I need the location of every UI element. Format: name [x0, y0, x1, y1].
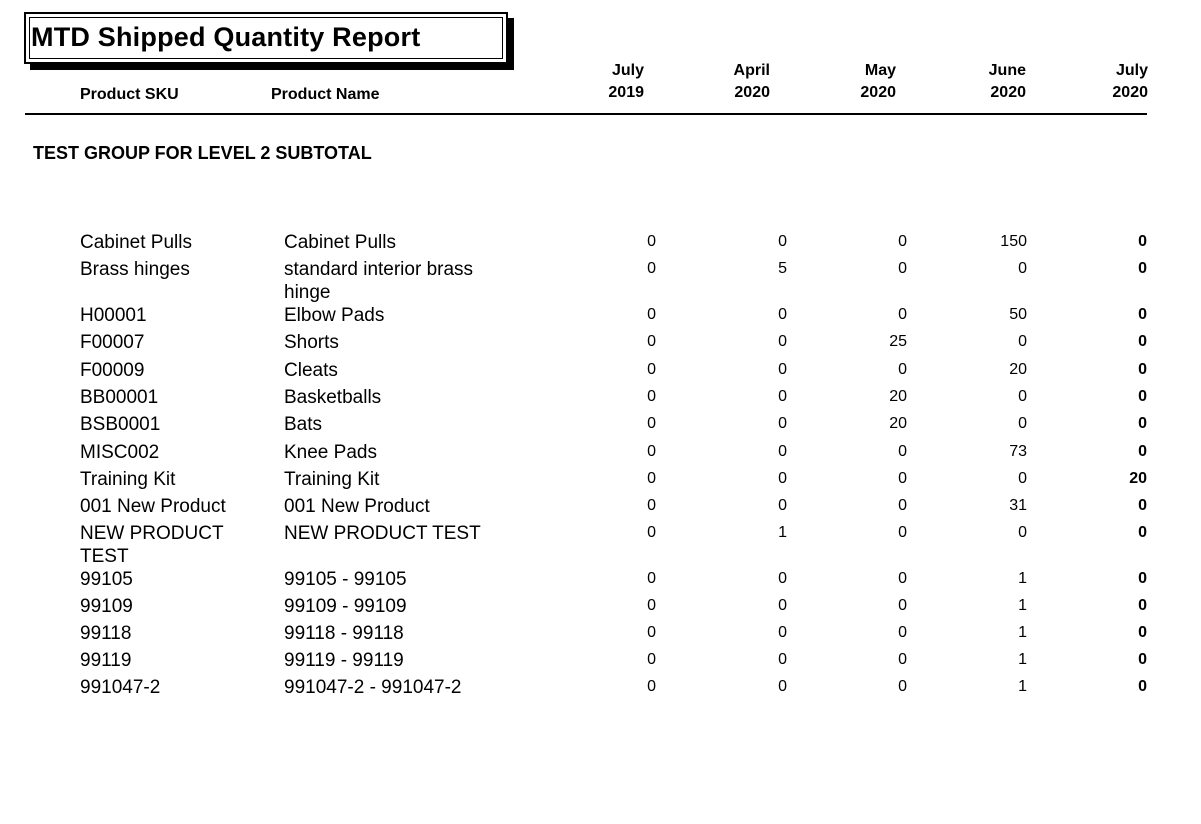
cell-product-sku: Brass hinges [80, 259, 190, 280]
cell-qty-month-4: 0 [1018, 415, 1027, 432]
header-month-5-name: July [1115, 62, 1148, 79]
cell-product-name: 001 New Product [284, 496, 430, 517]
cell-product-name: 99109 - 99109 [284, 596, 407, 617]
cell-qty-month-2: 0 [778, 470, 787, 487]
cell-qty-month-4: 0 [1018, 333, 1027, 350]
header-month-1-year: 2019 [608, 84, 644, 101]
cell-qty-month-3: 0 [898, 624, 907, 641]
cell-qty-month-3: 0 [898, 233, 907, 250]
header-month-1-name: July [611, 62, 644, 79]
cell-product-sku: MISC002 [80, 442, 160, 463]
cell-qty-month-4: 1 [1018, 678, 1027, 695]
header-month-5-year: 2020 [1112, 84, 1148, 101]
cell-product-name: 99119 - 99119 [284, 650, 404, 671]
cell-product-sku: 001 New Product [80, 496, 226, 517]
cell-qty-month-2: 0 [778, 624, 787, 641]
cell-qty-month-3: 0 [898, 260, 907, 277]
header-month-2 [690, 60, 770, 104]
cell-qty-month-1: 0 [647, 333, 656, 350]
cell-product-sku: Cabinet Pulls [80, 232, 192, 253]
header-month-1 [564, 60, 644, 104]
cell-qty-month-2: 0 [778, 306, 787, 323]
cell-qty-month-1: 0 [647, 260, 656, 277]
cell-qty-month-1: 0 [647, 361, 656, 378]
cell-qty-month-1: 0 [647, 443, 656, 460]
header-month-3-year: 2020 [860, 84, 896, 101]
cell-product-name: Cabinet Pulls [284, 232, 396, 253]
cell-product-sku: F00007 [80, 332, 145, 353]
header-month-3-name: May [864, 62, 896, 79]
cell-product-name: Training Kit [284, 469, 380, 490]
cell-qty-month-3: 0 [898, 678, 907, 695]
cell-product-name: Shorts [284, 332, 339, 353]
cell-qty-month-2: 0 [778, 361, 787, 378]
report-title: MTD Shipped Quantity Report [31, 22, 421, 52]
header-month-2-name: April [733, 62, 770, 79]
cell-qty-month-2: 0 [778, 333, 787, 350]
cell-qty-month-1: 0 [647, 524, 656, 541]
cell-qty-month-5: 0 [1138, 260, 1147, 277]
cell-qty-month-2: 0 [778, 497, 787, 514]
cell-qty-month-4: 150 [1000, 233, 1027, 250]
cell-product-sku: H00001 [80, 305, 147, 326]
cell-qty-month-5: 0 [1138, 624, 1147, 641]
cell-qty-month-2: 0 [778, 678, 787, 695]
cell-qty-month-4: 0 [1018, 470, 1027, 487]
cell-qty-month-2: 0 [778, 570, 787, 587]
cell-qty-month-2: 0 [778, 651, 787, 668]
cell-qty-month-3: 25 [889, 333, 907, 350]
cell-product-name: Elbow Pads [284, 305, 385, 326]
cell-qty-month-4: 1 [1018, 597, 1027, 614]
cell-product-sku: 99119 [80, 650, 132, 671]
cell-qty-month-4: 50 [1009, 306, 1027, 323]
cell-qty-month-3: 0 [898, 597, 907, 614]
cell-product-name: Basketballs [284, 387, 382, 408]
cell-product-sku: 99109 [80, 596, 133, 617]
cell-qty-month-1: 0 [647, 233, 656, 250]
cell-product-name: 991047-2 - 991047-2 [284, 677, 462, 698]
report-title-box [24, 12, 508, 64]
cell-qty-month-4: 1 [1018, 570, 1027, 587]
cell-qty-month-5: 0 [1138, 570, 1147, 587]
cell-qty-month-5: 0 [1138, 651, 1147, 668]
cell-qty-month-1: 0 [647, 624, 656, 641]
cell-product-sku: F00009 [80, 360, 145, 381]
cell-product-name: 99105 - 99105 [284, 569, 407, 590]
cell-qty-month-3: 0 [898, 443, 907, 460]
cell-qty-month-4: 1 [1018, 624, 1027, 641]
cell-qty-month-5: 0 [1138, 524, 1147, 541]
cell-qty-month-2: 0 [778, 388, 787, 405]
cell-qty-month-5: 0 [1138, 415, 1147, 432]
cell-product-sku: NEW PRODUCT TEST [80, 523, 224, 567]
cell-qty-month-5: 0 [1138, 678, 1147, 695]
cell-product-sku: 991047-2 [80, 677, 161, 698]
cell-qty-month-1: 0 [647, 678, 656, 695]
cell-product-name: 99118 - 99118 [284, 623, 404, 644]
header-month-4 [946, 60, 1026, 104]
cell-qty-month-4: 0 [1018, 524, 1027, 541]
cell-product-name: Bats [284, 414, 323, 435]
cell-product-sku: 99118 [80, 623, 132, 644]
cell-qty-month-1: 0 [647, 306, 656, 323]
cell-product-sku: BB00001 [80, 387, 159, 408]
cell-qty-month-3: 0 [898, 470, 907, 487]
cell-qty-month-5: 0 [1138, 443, 1147, 460]
cell-qty-month-4: 73 [1009, 443, 1027, 460]
header-month-5 [1068, 60, 1148, 104]
header-divider [25, 113, 1147, 115]
cell-qty-month-4: 31 [1009, 497, 1027, 514]
cell-qty-month-1: 0 [647, 415, 656, 432]
cell-product-sku: Training Kit [80, 469, 176, 490]
cell-product-sku: BSB0001 [80, 414, 161, 435]
cell-qty-month-4: 1 [1018, 651, 1027, 668]
cell-qty-month-2: 5 [778, 260, 787, 277]
cell-qty-month-3: 0 [898, 497, 907, 514]
header-month-2-year: 2020 [734, 84, 770, 101]
cell-qty-month-5: 0 [1138, 306, 1147, 323]
cell-qty-month-1: 0 [647, 597, 656, 614]
cell-product-name: NEW PRODUCT TEST [284, 523, 481, 544]
cell-qty-month-3: 20 [889, 388, 907, 405]
cell-product-name: Cleats [284, 360, 338, 381]
cell-qty-month-2: 0 [778, 597, 787, 614]
cell-qty-month-5: 0 [1138, 597, 1147, 614]
cell-qty-month-3: 20 [889, 415, 907, 432]
cell-qty-month-3: 0 [898, 361, 907, 378]
header-month-4-name: June [988, 62, 1026, 79]
cell-qty-month-5: 0 [1138, 497, 1147, 514]
cell-qty-month-3: 0 [898, 524, 907, 541]
group-title: TEST GROUP FOR LEVEL 2 SUBTOTAL [33, 143, 372, 163]
cell-qty-month-4: 0 [1018, 388, 1027, 405]
cell-qty-month-1: 0 [647, 388, 656, 405]
cell-qty-month-5: 20 [1129, 470, 1147, 487]
cell-product-name: Knee Pads [284, 442, 377, 463]
cell-qty-month-3: 0 [898, 651, 907, 668]
header-product-sku: Product SKU [80, 86, 179, 103]
cell-qty-month-1: 0 [647, 651, 656, 668]
cell-qty-month-3: 0 [898, 306, 907, 323]
cell-qty-month-5: 0 [1138, 333, 1147, 350]
cell-qty-month-2: 1 [778, 524, 787, 541]
cell-qty-month-5: 0 [1138, 388, 1147, 405]
cell-qty-month-4: 0 [1018, 260, 1027, 277]
cell-qty-month-5: 0 [1138, 233, 1147, 250]
cell-qty-month-5: 0 [1138, 361, 1147, 378]
cell-product-sku: 99105 [80, 569, 133, 590]
cell-qty-month-1: 0 [647, 570, 656, 587]
cell-qty-month-1: 0 [647, 497, 656, 514]
cell-qty-month-2: 0 [778, 233, 787, 250]
header-product-name: Product Name [271, 86, 380, 103]
header-month-4-year: 2020 [990, 84, 1026, 101]
cell-qty-month-4: 20 [1009, 361, 1027, 378]
cell-qty-month-1: 0 [647, 470, 656, 487]
cell-qty-month-2: 0 [778, 443, 787, 460]
header-month-3 [816, 60, 896, 104]
cell-qty-month-3: 0 [898, 570, 907, 587]
cell-product-name: standard interior brass hinge [284, 259, 474, 303]
cell-qty-month-2: 0 [778, 415, 787, 432]
